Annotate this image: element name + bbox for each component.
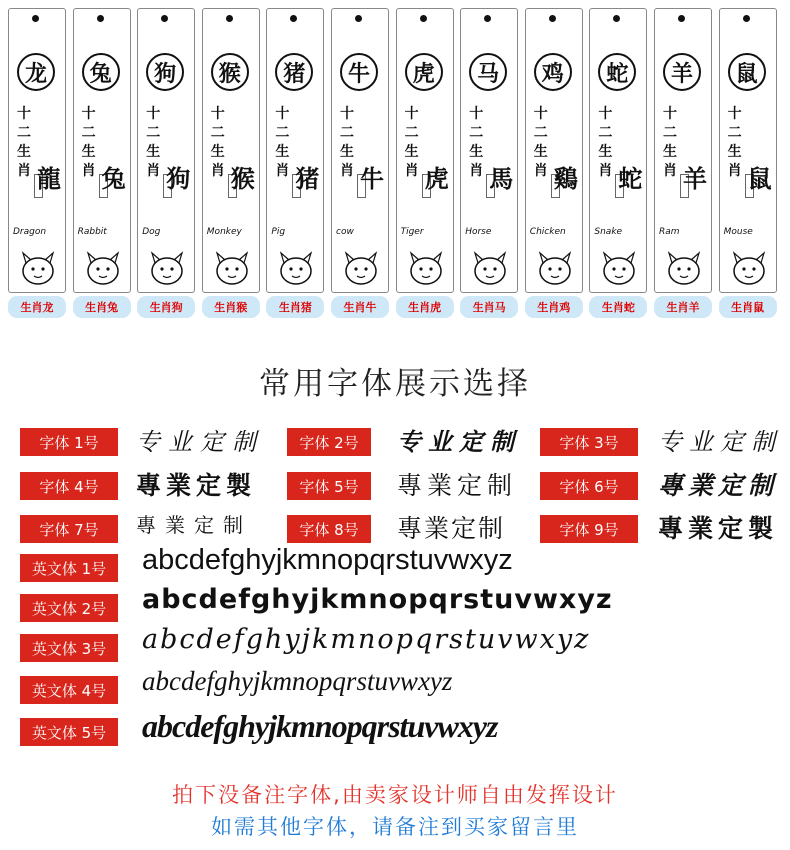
zodiac-tag [589,296,647,318]
english-animal-name: Pig [271,227,286,237]
zodiac-tag-label: 生肖龙 [20,301,54,314]
bookmark-card [137,8,195,293]
traditional-character: 狗 [166,164,191,193]
bookmark-card [460,8,518,293]
bookmark [525,8,583,318]
zodiac-seal [275,53,313,91]
vertical-title: 十二生肖 [469,106,484,179]
cartoon-animal-icon [142,241,192,291]
vertical-title: 十二生肖 [17,106,31,179]
font-sample-text: 專業定製 [658,514,779,543]
zodiac-seal [405,53,443,91]
font-number-label: 英文体 1号 [20,554,118,582]
seal-character: 猴 [218,60,241,87]
traditional-character: 虎 [424,164,449,193]
hanging-hole [290,15,297,22]
bookmark [137,8,195,318]
bookmark [73,8,131,318]
traditional-character: 鼠 [747,164,772,193]
hanging-hole [743,15,750,22]
zodiac-tag [8,296,66,318]
hanging-hole [161,15,168,22]
cartoon-animal-icon [401,241,451,291]
zodiac-seal [211,53,249,91]
font-sample-text: 專業定制 [658,473,779,500]
zodiac-tag-label: 生肖鸡 [537,301,571,314]
font-number-label: 英文体 3号 [20,634,118,662]
zodiac-tag [525,296,583,318]
seal-character: 蛇 [606,60,629,87]
zodiac-tag-label: 生肖蛇 [601,301,635,314]
zodiac-seal [82,53,120,91]
traditional-character: 羊 [683,164,707,193]
bookmark-card [266,8,324,293]
zodiac-tag [137,296,195,318]
font-number-label: 字体 3号 [540,428,638,456]
seal-character: 牛 [347,60,370,87]
traditional-character: 馬 [489,164,514,193]
bookmark-card [654,8,712,293]
font-sample-text: 專業定製 [136,471,257,500]
font-number-label: 字体 8号 [287,515,371,543]
seal-character: 龙 [24,60,47,87]
font-sample-text: 專業定制 [136,513,252,537]
bookmark [8,8,66,318]
hanging-hole [355,15,362,22]
zodiac-tag [396,296,454,318]
zodiac-seal [663,53,701,91]
font-sample-text: abcdefghyjkmnopqrstuvwxyz [142,708,498,744]
font-number-label: 字体 6号 [540,472,638,500]
cartoon-animal-icon [594,241,644,291]
zodiac-tag-label: 生肖兔 [85,301,119,314]
vertical-title: 十二生肖 [727,106,742,179]
traditional-character: 猴 [230,164,255,193]
cartoon-animal-icon [336,241,386,291]
font-sample-text: 專業定制 [397,515,506,543]
designer-note: 拍下没备注字体,由卖家设计师自由发挥设计 [172,783,618,807]
cartoon-animal-icon [530,241,580,291]
vertical-title: 十二生肖 [533,106,548,179]
cartoon-animal-icon [207,241,257,291]
zodiac-tag-label: 生肖猴 [214,301,248,314]
traditional-character: 蛇 [618,164,643,193]
seal-character: 虎 [412,60,435,87]
cartoon-animal-icon [271,241,321,291]
bookmark-card [202,8,260,293]
traditional-character: 鷄 [553,164,578,193]
hanging-hole [484,15,491,22]
bookmark [654,8,712,318]
seal-character: 狗 [154,60,177,87]
zodiac-seal [469,53,507,91]
vertical-title: 十二生肖 [81,106,96,179]
bookmark-row [8,8,782,318]
font-number-label: 字体 5号 [287,472,371,500]
zodiac-tag [266,296,324,318]
cartoon-animal-icon [659,241,709,291]
english-animal-name: Dragon [13,227,47,237]
traditional-character: 兔 [101,164,126,193]
bookmark-card [525,8,583,293]
cartoon-animal-icon [724,241,774,291]
bookmark [460,8,518,318]
traditional-character: 牛 [360,164,384,193]
traditional-character: 猪 [295,164,320,193]
font-number-label: 字体 2号 [287,428,371,456]
zodiac-tag [73,296,131,318]
hanging-hole [549,15,556,22]
vertical-title: 十二生肖 [340,106,354,179]
font-sample-text: abcdefghyjkmnopqrstuvwxyz [142,544,513,576]
font-sample-text: abcdefghyjkmnopqrstuvwxyz [142,584,613,615]
hanging-hole [32,15,39,22]
bookmark-card [589,8,647,293]
zodiac-tag [202,296,260,318]
seal-character: 马 [477,60,500,87]
seal-character: 猪 [283,60,306,87]
cartoon-animal-icon [13,241,63,291]
zodiac-seal [728,53,766,91]
zodiac-tag-label: 生肖羊 [666,301,700,314]
zodiac-tag-label: 生肖鼠 [731,301,765,314]
zodiac-tag-label: 生肖虎 [408,301,442,314]
bookmark [266,8,324,318]
bookmark [589,8,647,318]
font-sample-text: abcdefghyjkmnopqrstuvwxyz [142,666,453,696]
zodiac-tag-label: 生肖马 [472,301,506,314]
font-number-label: 英文体 2号 [20,594,118,622]
zodiac-seal [598,53,636,91]
zodiac-tag [331,296,389,318]
font-number-label: 字体 1号 [20,428,118,456]
zodiac-tag-label: 生肖牛 [343,301,377,314]
bookmark [396,8,454,318]
custom-font-note: 如需其他字体，请备注到买家留言里 [211,815,579,839]
bookmark-card [8,8,66,293]
bookmark [719,8,777,318]
english-animal-name: Dog [142,227,161,237]
font-number-label: 字体 4号 [20,472,118,500]
vertical-title: 十二生肖 [275,106,290,179]
zodiac-tag-label: 生肖狗 [149,301,183,314]
traditional-character: 龍 [37,164,61,193]
vertical-title: 十二生肖 [210,106,225,179]
bookmark-card [396,8,454,293]
english-animal-name: cow [336,227,354,237]
english-animal-name: Monkey [206,227,242,237]
font-sample-text: 专业定制 [397,428,521,456]
bookmark-card [331,8,389,293]
hanging-hole [678,15,685,22]
hanging-hole [420,15,427,22]
zodiac-tag-label: 生肖猪 [278,301,312,314]
zodiac-tag [654,296,712,318]
font-sample-text: 专业定制 [658,430,782,456]
zodiac-seal [17,53,55,91]
font-number-label: 字体 7号 [20,515,118,543]
bookmark-card [719,8,777,293]
zodiac-tag [719,296,777,318]
font-sample-text: 专业定制 [136,428,264,456]
bookmark-card [73,8,131,293]
font-number-label: 英文体 5号 [20,718,118,746]
vertical-title: 十二生肖 [404,106,419,179]
hanging-hole [613,15,620,22]
seal-character: 兔 [89,60,112,87]
english-animal-name: Horse [465,227,492,237]
vertical-title: 十二生肖 [146,106,161,179]
font-showcase-heading: 常用字体展示选择 [259,366,531,402]
seal-character: 羊 [670,60,693,87]
font-sample-text: abcdefghyjkmnopqrstuvwxyz [142,624,591,655]
seal-character: 鼠 [735,60,758,87]
english-animal-name: Chicken [529,227,566,237]
english-animal-name: Rabbit [77,227,107,237]
vertical-title: 十二生肖 [663,106,677,179]
cartoon-animal-icon [465,241,515,291]
hanging-hole [97,15,104,22]
font-number-label: 英文体 4号 [20,676,118,704]
english-animal-name: Snake [594,227,623,237]
english-animal-name: Mouse [723,227,753,237]
hanging-hole [226,15,233,22]
vertical-title: 十二生肖 [598,106,613,179]
english-animal-name: Ram [659,227,680,237]
zodiac-seal [534,53,572,91]
bookmark [202,8,260,318]
seal-character: 鸡 [541,60,564,87]
english-animal-name: Tiger [400,227,424,237]
zodiac-seal [146,53,184,91]
zodiac-seal [340,53,378,91]
bookmark [331,8,389,318]
cartoon-animal-icon [78,241,128,291]
font-sample-text: 專業定制 [397,471,518,500]
font-number-label: 字体 9号 [540,515,638,543]
zodiac-tag [460,296,518,318]
